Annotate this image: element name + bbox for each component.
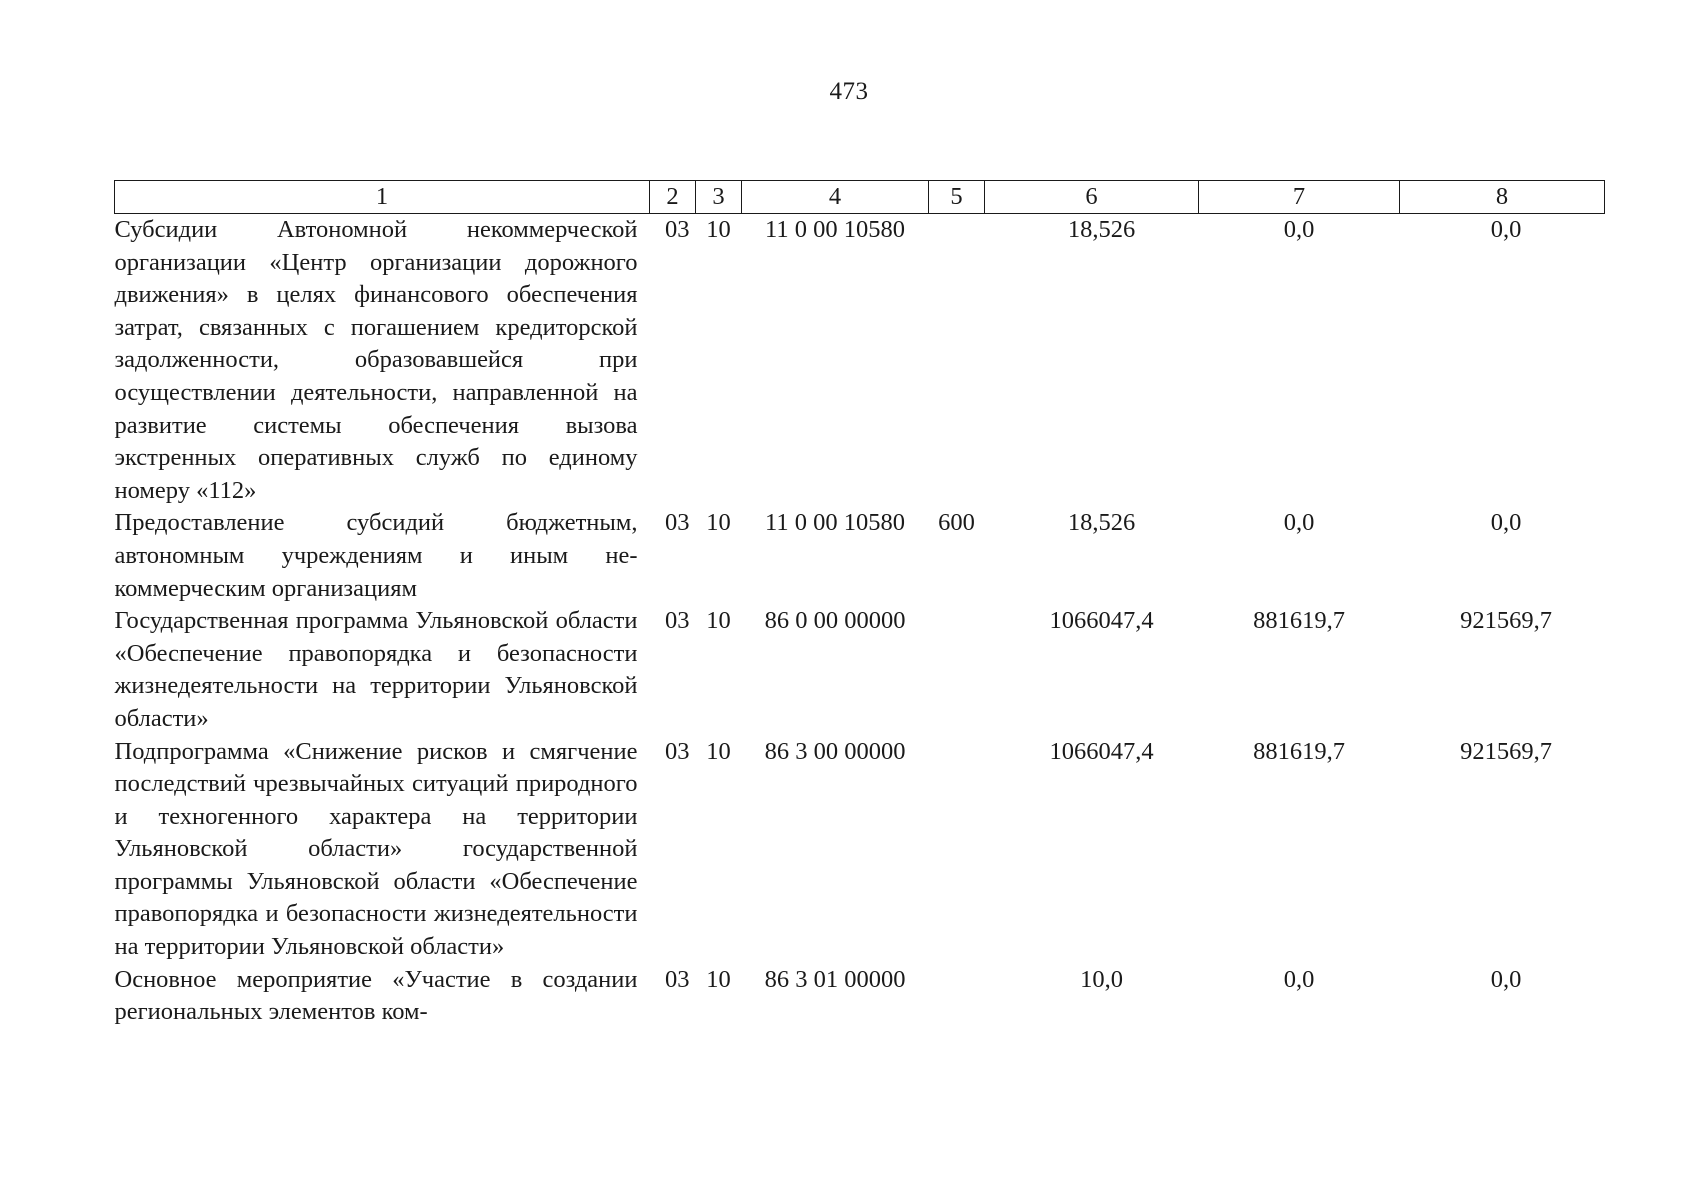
- table-row: [115, 964, 1605, 1029]
- row-name: Субсидии Автономной некоммерческой организации «Центр организации дорожного движения» в целях финансового обеспечения затрат, связанных с погашением кредиторской задолженности, образовавшейся при осуществлении деятельности, направленной на развитие системы обеспечения вызова экстренных оперативных служб по единому номеру «112»: [114, 216, 638, 504]
- row-amount-col7: 0,0: [1283, 216, 1315, 243]
- row-expense-type: [929, 736, 985, 964]
- row-amount-col7: 881619,7: [1253, 737, 1345, 765]
- row-amount-col7: 881619,7: [1253, 607, 1345, 635]
- column-header-7: 7: [1199, 181, 1400, 214]
- row-amount-col8: 0,0: [1490, 509, 1522, 537]
- row-amount-col8: 0,0: [1490, 965, 1522, 993]
- column-header-3: 3: [696, 181, 742, 214]
- row-name: Государственная программа Ульяновской области «Обеспечение правопорядка и безопасности жизнедеятельности на территории Ульяновской области»: [114, 607, 638, 732]
- row-target-article: 11 0 00 10580: [765, 216, 905, 243]
- row-subsection-code: 10: [706, 737, 731, 765]
- row-name: Основное мероприятие «Участие в создании региональных элементов ком-: [114, 965, 638, 1026]
- row-section-code: 03: [665, 509, 690, 537]
- budget-table: [114, 180, 1605, 1029]
- row-expense-type: [929, 214, 985, 508]
- row-subsection-code: 10: [706, 965, 731, 993]
- table-row: [115, 214, 1605, 508]
- row-subsection-code: 10: [706, 216, 731, 243]
- row-amount-col8: 921569,7: [1460, 737, 1552, 765]
- row-amount-col6: 1066047,4: [1049, 607, 1154, 635]
- row-section-code: 03: [665, 216, 690, 243]
- row-section-code: 03: [665, 737, 690, 765]
- row-target-article: 86 3 00 00000: [764, 737, 906, 765]
- header-row: [115, 181, 1605, 214]
- row-amount-col8: 0,0: [1490, 216, 1522, 243]
- row-amount-col6: 10,0: [1080, 965, 1123, 993]
- column-header-8: 8: [1400, 181, 1605, 214]
- table-row: [115, 507, 1605, 605]
- row-expense-type: 600: [938, 509, 975, 537]
- row-subsection-code: 10: [706, 607, 731, 635]
- column-header-2: 2: [650, 181, 696, 214]
- column-header-4: 4: [742, 181, 929, 214]
- table-row: [115, 736, 1605, 964]
- row-subsection-code: 10: [706, 509, 731, 537]
- column-header-6: 6: [985, 181, 1199, 214]
- row-target-article: 86 0 00 00000: [764, 607, 906, 635]
- table-header: [115, 181, 1605, 214]
- row-expense-type: [929, 605, 985, 735]
- row-target-article: 11 0 00 10580: [765, 509, 905, 537]
- row-name: Предоставление субсидий бюджетным, автономным учреждениям и иным некоммерческим организациям: [114, 509, 638, 602]
- row-amount-col7: 0,0: [1283, 965, 1315, 993]
- column-header-1: 1: [115, 181, 650, 214]
- row-expense-type: [929, 964, 985, 1029]
- row-amount-col6: 18,526: [1067, 509, 1136, 537]
- row-name: Подпрограмма «Снижение рисков и смягчение последствий чрезвычайных ситуаций природного и техногенного характера на территории Ульяновской области» государственной программы Ульяновской области «Обеспечение правопорядка и безопасности жизнедеятельности на территории Ульяновской области»: [114, 737, 638, 961]
- row-section-code: 03: [665, 965, 690, 993]
- table-body: [115, 214, 1605, 1029]
- row-section-code: 03: [665, 607, 690, 635]
- row-amount-col8: 921569,7: [1460, 607, 1552, 635]
- column-header-5: 5: [929, 181, 985, 214]
- row-amount-col7: 0,0: [1283, 509, 1315, 537]
- row-amount-col6: 18,526: [1067, 216, 1136, 243]
- row-amount-col6: 1066047,4: [1049, 737, 1154, 765]
- page-number: 473: [829, 78, 869, 105]
- table-row: [115, 605, 1605, 735]
- row-target-article: 86 3 01 00000: [764, 965, 906, 993]
